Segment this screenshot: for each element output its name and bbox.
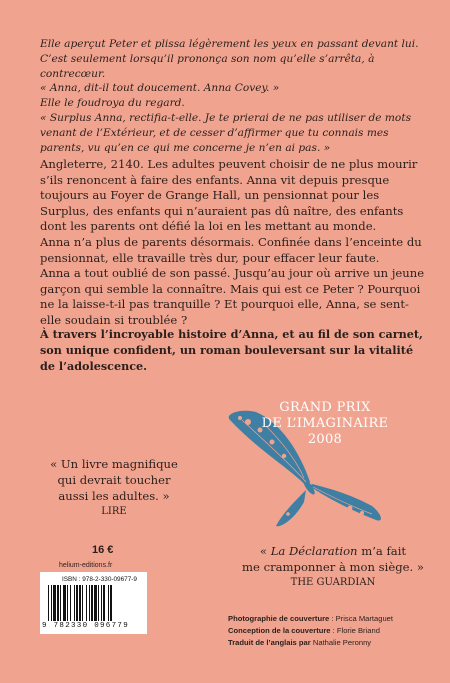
isbn: ISBN : 978-2-330-09677-9 [62,576,137,583]
quote-line: « Un livre magnifique [50,457,178,471]
quote-line: qui devrait toucher [57,473,171,487]
prize-title: GRAND PRIX [279,400,371,415]
quote-text: m’a fait [357,544,407,558]
intro-line: Elle le foudroya du regard. [40,97,185,110]
summary-text [40,157,430,329]
intro-line: « Surplus Anna, rectifia-t-elle. Je te prierai de ne pas utiliser de mots venant de l’Extérieur, et de cesser d’affirmer que tu connais mes parents, vu qu’en ce qui me concerne je n’en ai pas. » [40,111,412,154]
tagline: À travers l’incroyable histoire d’Anna, et au fil de son carnet, son unique confident, un roman bouleversant sur la vitalité de l’adolescence. [40,327,423,373]
summary-paragraph: Anna n’a plus de parents désormais. Confinée dans l’enceinte du pensionnat, elle travaille très dur, pour effacer leur faute. [40,234,422,265]
prize-year: 2008 [307,432,343,447]
intro-line: Elle aperçut Peter et plissa légèrement les yeux en passant devant lui. [40,38,419,50]
press-quote-left [40,456,188,520]
quote-line [228,543,438,559]
credits [228,613,438,649]
price: 16 € [92,544,114,556]
quote-open: « [259,544,271,558]
credit-label: Traduit de l’anglais par [228,638,311,647]
quote-source: THE GUARDIAN [290,577,376,588]
intro-excerpt [40,37,430,155]
credit-line [228,613,438,625]
press-quote-right [228,543,438,591]
quote-line: aussi les adultes. » [58,489,170,503]
ean-number: 9 782330 096779 [42,622,130,630]
credit-value: : Florie Briand [330,626,380,635]
publisher-website: helium-editions.fr [59,562,113,569]
credit-line [228,637,438,649]
credit-line [228,625,438,637]
barcode [48,585,140,621]
quote-source: LIRE [101,506,127,517]
barcode-panel [40,572,147,634]
summary-paragraph: Anna a tout oublié de son passé. Jusqu’au jour où arrive un jeune garçon qui semble la connaître. Mais qui est ce Peter ? Pourquoi ne la laisse-t-il pas tranquille ? Et pourquoi elle, Anna, se sent-elle soudain si troublée ? [40,266,425,327]
intro-line: C’est seulement lorsqu’il prononça son nom qu’elle s’arrêta, à contrecœur. [40,52,375,80]
intro-line: « Anna, dit-il tout doucement. Anna Covey. » [40,82,280,95]
quote-line: me cramponner à mon siège. » [242,560,424,574]
credit-value: Nathalie Peronny [310,638,372,647]
credit-label: Photographie de couverture [228,614,330,623]
credit-value: : Prisca Martaguet [329,614,394,623]
prize-subtitle: DE L’IMAGINAIRE [261,416,389,431]
book-title: La Déclaration [270,544,358,558]
credit-label: Conception de la couverture [228,626,331,635]
summary-paragraph: Angleterre, 2140. Les adultes peuvent choisir de ne plus mourir s’ils renoncent à faire des enfants. Anna vit depuis presque toujours au Foyer de Grange Hall, un pensionnat pour les Surplus, des enfants qui n’auraient pas dû naître, des enfants dont les parents ont défié la loi en les mettant au monde. [40,157,418,234]
prize-award [250,400,400,448]
